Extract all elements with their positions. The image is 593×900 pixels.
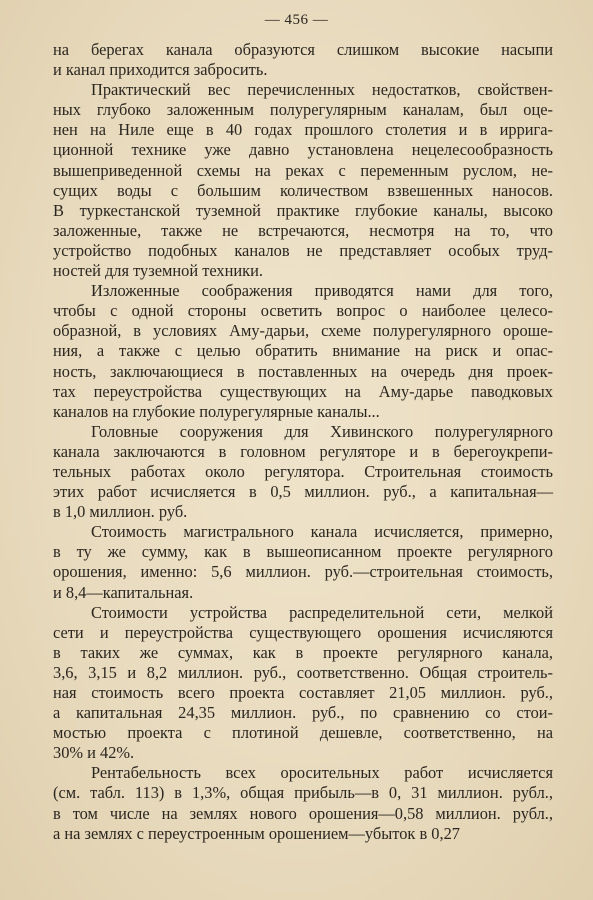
text-line: ных глубоко заложенным полурегулярным каналам, был оце- — [53, 100, 553, 120]
text-line: (см. табл. 113) в 1,3%, общая прибыль—в 0, 31 миллион. рубл., — [53, 783, 553, 803]
text-line: Стоимости устройства распределительной сети, мелкой — [91, 602, 553, 622]
paragraph — [53, 522, 553, 602]
text-line: Стоимость магистрального канала исчисляется, примерно, — [91, 522, 553, 542]
text-line: устройство подобных каналов не представляет особых труд- — [53, 240, 553, 260]
text-line: ная стоимость всего проекта составляет 21,05 миллион. руб., — [53, 683, 553, 702]
text-line: ционной технике уже давно установлена нецелесообразность — [53, 140, 553, 160]
paragraph — [53, 80, 553, 281]
text-line: Изложенные соображения приводятся нами для того, — [91, 281, 553, 301]
text-line: мостью проекта с плотиной дешевле, соответственно, на — [53, 723, 553, 743]
text-line: ностей для туземной техники. — [53, 261, 264, 281]
text-line: сущих воды с большим количеством взвешенных наносов. — [53, 180, 553, 200]
text-line: канала заключаются в головном регуляторе и в берегоукрепи- — [53, 441, 553, 461]
text-line: В туркестанской туземной практике глубокие каналы, высоко — [53, 200, 553, 220]
paragraph — [53, 603, 553, 764]
paragraph — [53, 281, 553, 422]
page-body-text — [53, 40, 553, 844]
text-line: 3,6, 3,15 и 8,2 миллион. руб., соответственно. Общая строитель- — [53, 662, 553, 682]
text-line: ность, заключающиеся в поставленных на очередь дня проек- — [53, 361, 553, 381]
paragraph — [53, 422, 553, 522]
paragraph — [53, 40, 553, 80]
text-line: в таких же суммах, как в проекте регулярного канала, — [53, 642, 553, 662]
text-line: тах переустройства существующих на Аму-дарье паводковых — [53, 381, 553, 401]
text-line: Рентабельность всех оросительных работ исчисляется — [91, 763, 553, 783]
text-line: Практический вес перечисленных недостатков, свойствен- — [91, 80, 553, 100]
text-line: а капитальная 24,35 миллион. руб., по сравнению со стои- — [53, 703, 553, 723]
text-line: в том числе на землях нового орошения—0,58 миллион. рубл., — [53, 803, 553, 823]
text-line: а на землях с переустроенным орошением—убыток в 0,27 — [53, 823, 460, 843]
text-line: в 1,0 миллион. руб. — [53, 502, 188, 522]
text-line: этих работ исчисляется в 0,5 миллион. руб., а капитальная— — [53, 482, 553, 502]
text-line: ния, а также с целью обратить внимание на риск и опас- — [53, 341, 553, 361]
text-line: в ту же сумму, как в вышеописанном проекте регулярного — [53, 542, 553, 562]
text-line: на берегах канала образуются слишком высокие насыпи — [53, 40, 553, 59]
text-line: сети и переустройства существующего орошения исчисляются — [53, 622, 553, 642]
text-line: и канал приходится забросить. — [53, 60, 268, 80]
text-line: заложенные, также не встречаются, несмотря на то, что — [53, 220, 553, 240]
text-line: каналов на глубокие полурегулярные каналы... — [53, 401, 380, 421]
text-line: и 8,4—капитальная. — [53, 582, 194, 602]
text-line: тельных работах около регулятора. Строительная стоимость — [53, 461, 553, 481]
page-number: — 456 — — [264, 12, 329, 28]
text-line: орошения, именно: 5,6 миллион. руб.—строительная стоимость, — [53, 562, 553, 582]
text-line: 30% и 42%. — [53, 743, 135, 763]
paragraph — [53, 763, 553, 843]
text-line: нен на Ниле еще в 40 годах прошлого столетия и в ирригa- — [53, 120, 553, 140]
text-line: образной, в условиях Аму-дарьи, схеме полурегулярного ороше- — [53, 321, 553, 341]
text-line: Головные сооружения для Хивинского полурегулярного — [91, 421, 553, 441]
text-line: вышеприведенной схемы на реках с переменным руслом, не- — [53, 160, 553, 180]
text-line: чтобы с одной стороны осветить вопрос о наиболее целесо- — [53, 301, 553, 321]
